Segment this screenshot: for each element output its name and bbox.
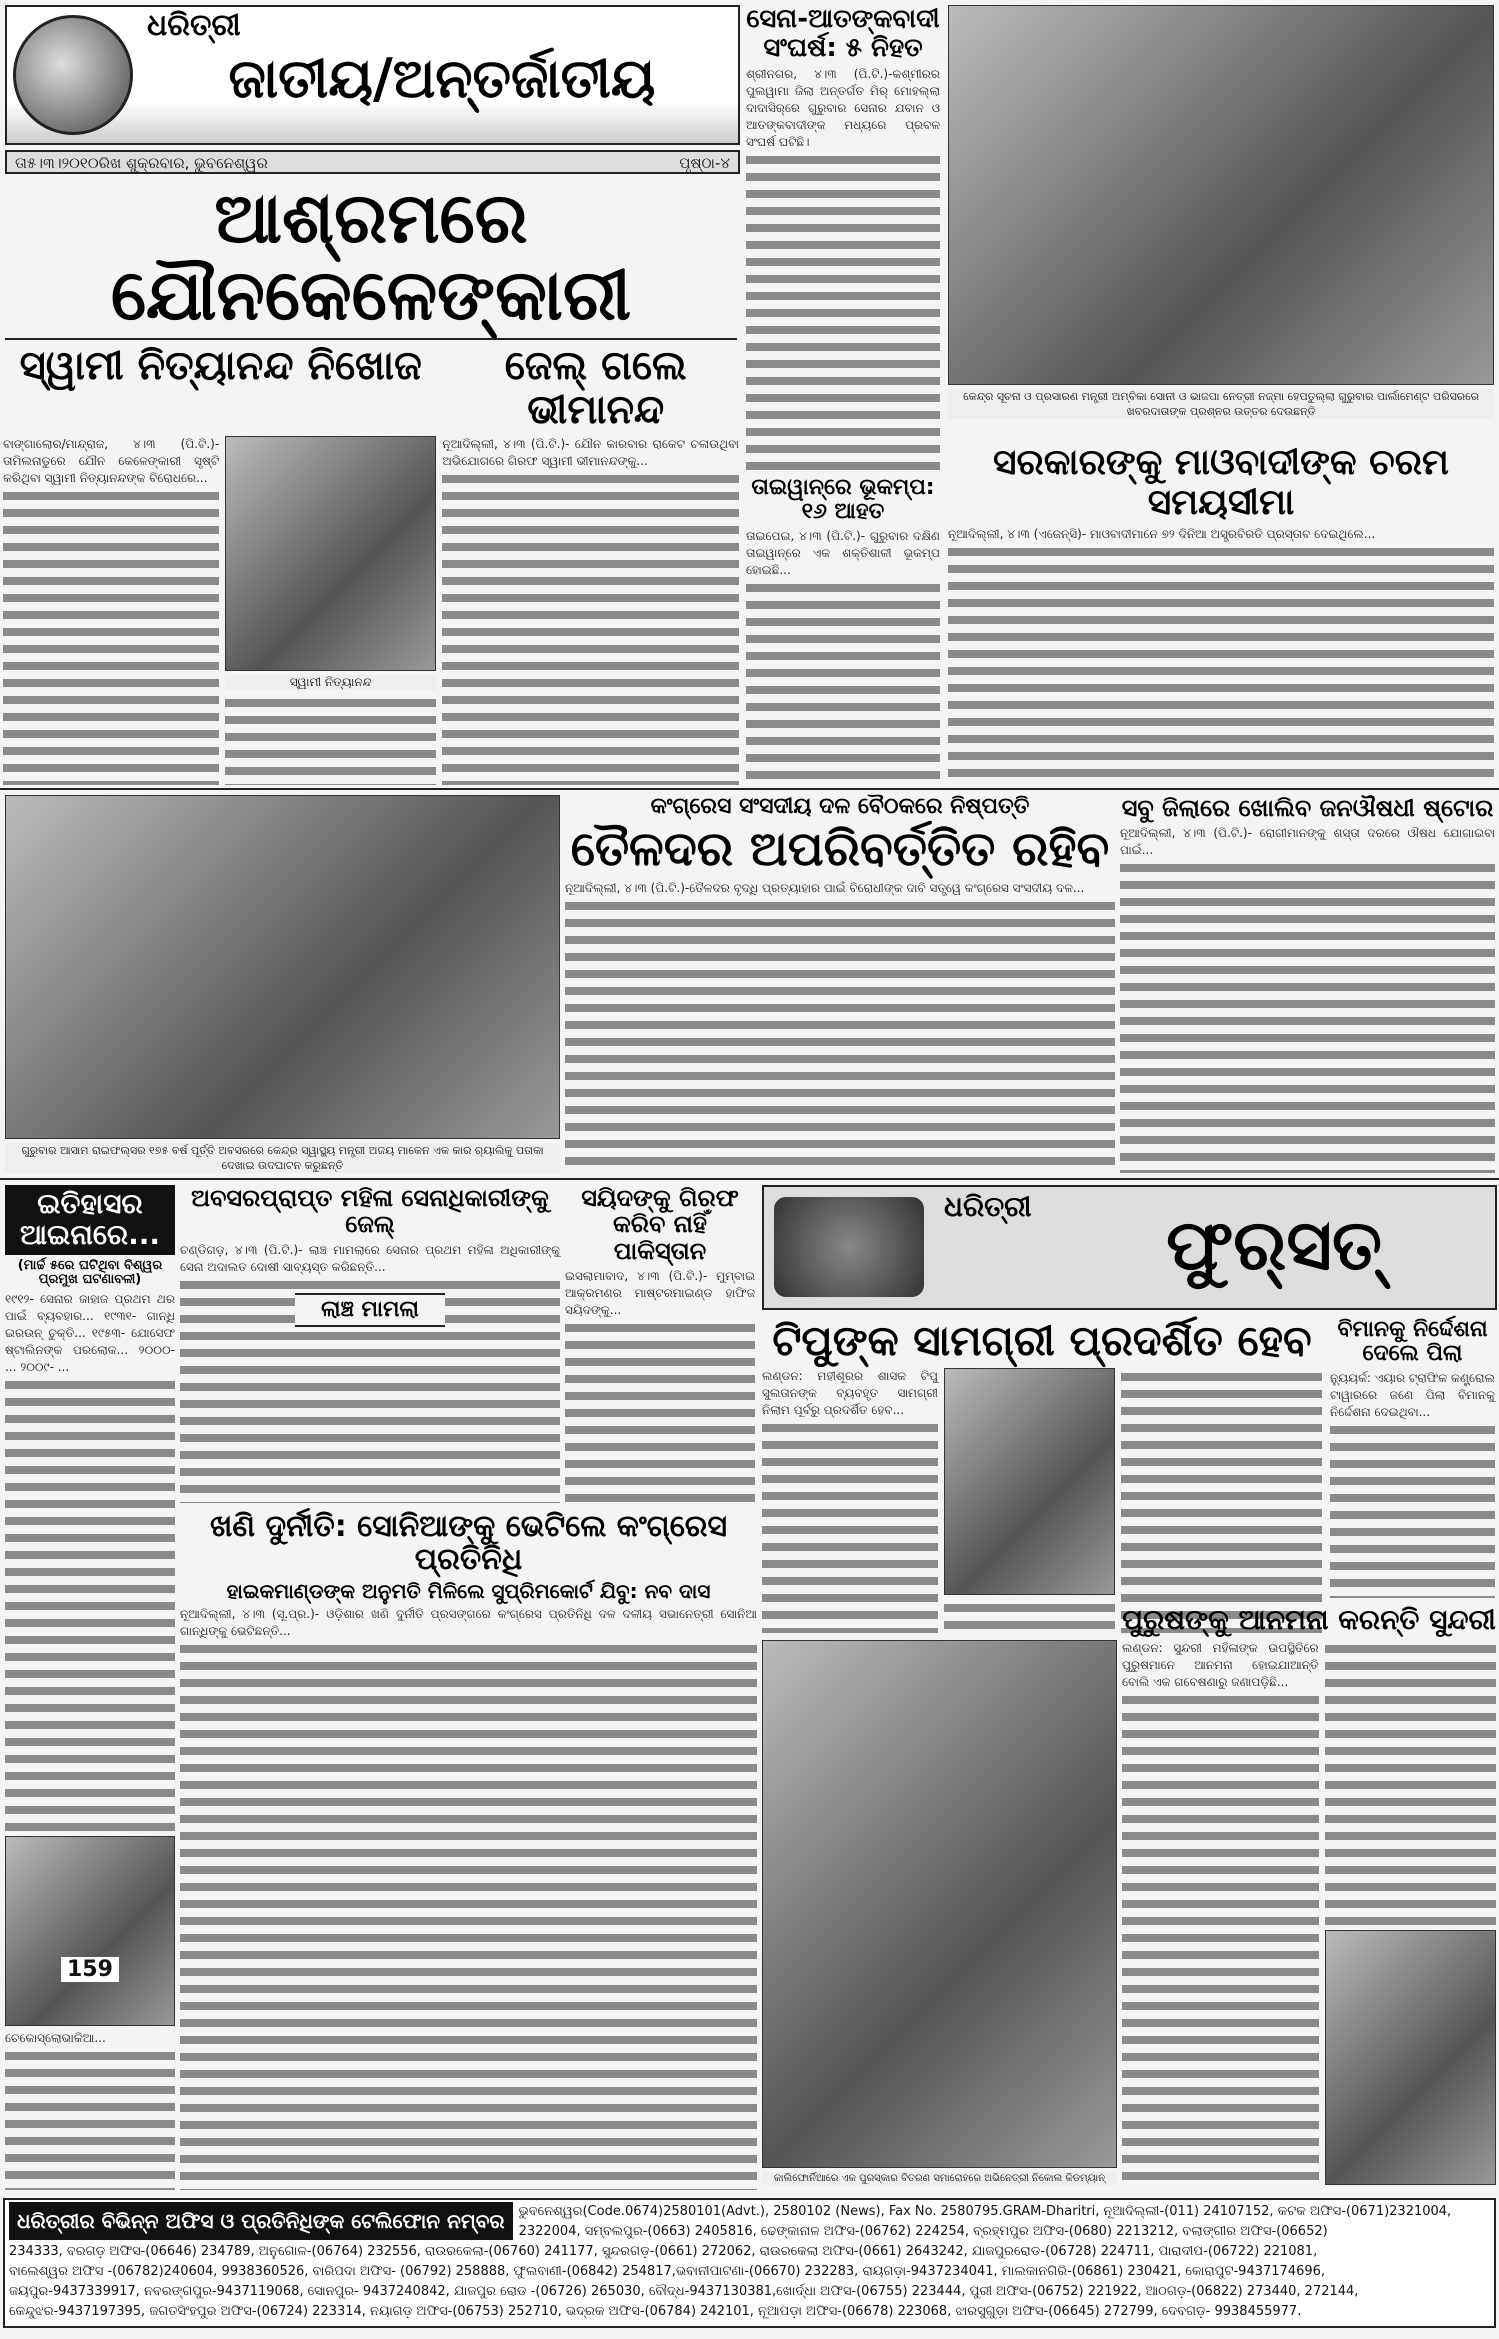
parliament-photo <box>948 5 1494 385</box>
lead-body-left: ବାଙ୍ଗାଲୋର/ମାନ୍ଦ୍ରାଜ, ୪।୩ (ପି.ଟି.)- ତାମିଲନାଡୁରେ ଯୌନ କେଳେଙ୍କାରୀ ସୃଷ୍ଟି କରିଥିବା ସ୍ୱାମୀ ନିତ୍ୟାନନ୍ଦଙ୍କ ବିରୋଧରେ... <box>3 436 219 785</box>
army-woman-story <box>180 1185 560 1503</box>
footer-title: ଧରିତ୍ରୀର ବିଭିନ୍ନ ଅଫିସ ଓ ପ୍ରତିନିଧିଙ୍କ ଟେଲିଫୋନ ନମ୍ବର <box>9 2202 513 2240</box>
maoist-body: ନୂଆଦିଲ୍ଲୀ, ୪।୩ (ଏଜେନ୍ସି)- ମାଓବାଦୀମାନେ ୭୨ ଦିନିଆ ଅସ୍ତ୍ରବିରତି ପ୍ରସ୍ତାବ ଦେଇଥିଲେ... <box>948 526 1494 785</box>
beauty-body-right <box>1325 1640 1496 1926</box>
oil-kicker: କଂଗ୍ରେସ ସଂସଦୀୟ ଦଳ ବୈଠକରେ ନିଷ୍ପତ୍ତି <box>650 794 1030 819</box>
mining-body: ନୂଆଦିଲ୍ଲୀ, ୪।୩ (ସୂ.ପ୍ର.)- ଓଡ଼ିଶାର ଖଣି ଦୁର୍ନୀତି ପ୍ରସଙ୍ଗରେ କଂଗ୍ରେସ ପ୍ରତିନିଧି ଦଳ ଦଳୀୟ ସଭାନେତ୍ରୀ ସୋନିଆ ଗାନ୍ଧିଙ୍କୁ ଭେଟିଛନ୍ତି... <box>180 1606 757 2190</box>
beauty-headline: ପୁରୁଷଙ୍କୁ ଆନମନା କରନ୍ତି ସୁନ୍ଦରୀ <box>1122 1603 1496 1636</box>
army-headline: ସେନା-ଆତଙ୍କବାଦୀ ସଂଘର୍ଷ: ୫ ନିହତ <box>746 4 940 63</box>
army-body: ଶ୍ରୀନଗର, ୪।୩ (ପି.ଟି.)-କଶ୍ମୀରର ପୁଲୱାମା ଜିଲା ଅନ୍ତର୍ଗତ ମିର୍ ମୋହଲ୍ଲା ଦାଦାସିର୍‌ରେ ଗୁରୁବାର ସେନାର ଯବାନ ଓ ଆତଙ୍କବାଦୀଙ୍କ ମଧ୍ୟରେ ପ୍ରବଳ ସଂଘର୍ଷ ଘଟିଛି। <box>746 66 940 472</box>
race-bib: 159 <box>61 1957 119 1982</box>
plane-headline: ବିମାନକୁ ନିର୍ଦ୍ଦେଶନା ଦେଲେ ପିଲା <box>1337 1317 1488 1367</box>
army-woman-body: ଚଣ୍ଡିଗଡ଼, ୪।୩ (ପି.ଟି.)- ଲାଞ୍ଚ ମାମଲାରେ ସେନାର ପ୍ରଥମ ମହିଳା ଅଧିକାରୀଙ୍କୁ ସେନା ଅଦାଲତ ଦୋଷୀ ସାବ୍ୟସ୍ତ କରିଛନ୍ତି... ଲାଞ୍ଚ ମାମଲା <box>180 1242 560 1503</box>
history-column <box>5 1185 175 2190</box>
lead-body-continued <box>225 694 436 785</box>
tipu-body-mid <box>944 1599 1115 1633</box>
rally-photo-column <box>5 795 560 1173</box>
pharmacy-story <box>1120 795 1495 1173</box>
masthead <box>5 5 740 145</box>
globe-logo-icon <box>13 15 133 135</box>
army-taiwan-column <box>746 5 940 785</box>
mining-headline: ଖଣି ଦୁର୍ନୀତି: ସୋନିଆଙ୍କୁ ଭେଟିଲେ କଂଗ୍ରେସ ପ୍ରତିନିଧି <box>209 1509 728 1577</box>
history-body: ୧୯୧୨- ସେନାର ଜାହାଜ ପ୍ରଥମ ଥର ପାଇଁ ବ୍ୟବହାର... ୧୯୩୧- ଗାନ୍ଧି ଇରଉନ୍ ଚୁକ୍ତି... ୧୯୫୩- ଯୋସେଫ ଷ୍ଟାଲିନଙ୍କ ପରଲୋକ... ୨୦୦୦- ... ୨୦୦୯- ... <box>5 1291 175 1832</box>
footer-line-1: ଭୁବନେଶ୍ୱର(Code.0674)2580101(Advt.), 2580102 (News), Fax No. 2580795.GRAM-Dharitri, ନୂଆଦିଲ୍ଲୀ-(011) 24107152, କଟକ ଅଫିସ-(0671)2321004, 2322004, ସମ୍ବଲପୁର-(0663) 2405816, ଢେଙ୍କାନାଳ ଅଫିସ-(06762) 224254, ବ୍ରହ୍ମପୁର ଅଫିସ-(0680) 2213212, ବଲାଙ୍ଗୀର ଅଫିସ-(06652) <box>518 2204 1452 2239</box>
taiwan-body: ତାଇପେଇ, ୪।୩ (ପି.ଟି.)- ଗୁରୁବାର ଦକ୍ଷିଣ ତାଇୱାନ୍‌ରେ ଏକ ଶକ୍ତିଶାଳୀ ଭୂକମ୍ପ ହୋଇଛି... <box>746 528 940 785</box>
fursat-banner <box>762 1185 1497 1310</box>
mining-subhead: ହାଇକମାଣ୍ଡଙ୍କ ଅନୁମତି ମିଳିଲେ ସୁପ୍ରିମକୋର୍ଟ ଯିବୁ: ନବ ଦାସ <box>226 1579 711 1603</box>
section-title: ଜାତୀୟ/ଅନ୍ତର୍ଜାତୀୟ <box>228 47 656 110</box>
tipu-headline: ଟିପୁଙ୍କ ସାମଗ୍ରୀ ପ୍ରଦର୍ଶିତ ହେବ <box>772 1316 1312 1365</box>
maoist-headline: ସରକାରଙ୍କୁ ମାଓବାଦୀଙ୍କ ଚରମ ସମୟସୀମା <box>993 442 1449 523</box>
maoist-column <box>948 5 1494 785</box>
mining-story <box>180 1510 757 2190</box>
rally-photo-caption: ଗୁରୁବାର ଆସାମ ରାଇଫଲ୍‌ସର ୧୭୫ ବର୍ଷ ପୂର୍ତ୍ତି ଅବସରରେ କେନ୍ଦ୍ର ସ୍ୱାସ୍ଥ୍ୟ ମନ୍ତ୍ରୀ ଅଜୟ ମାକେନ ଏକ କାର ର‍୍ୟାଲିକୁ ପତାକା ଦେଖାଇ ଉଦଘାଟନ କରୁଛନ୍ତି <box>5 1143 560 1173</box>
footer-line-5: କେନ୍ଦୁଝର-9437197395, ଜଗତସିଂହପୁର ଅଫିସ-(06724) 223314, ନୟାଗଡ଼ ଅଫିସ-(06753) 252710, ଭଦ୍ରକ ଅଫିସ-(06784) 242101, ନୂଆପଡ଼ା ଅଫିସ-(06678) 223068, ଝାରସୁଗୁଡ଼ା ଅଫିସ-(06645) 272799, ଦେବଗଡ଼- 9938455977. <box>9 2304 1302 2319</box>
nicole-kidman-photo <box>762 1640 1117 2168</box>
bribery-inset: ଲାଞ୍ଚ ମାମଲା <box>295 1293 445 1327</box>
oil-story <box>565 795 1115 1173</box>
tipu-body-right <box>1121 1368 1322 1633</box>
reading-cat-illustration-icon <box>774 1197 924 1297</box>
pharmacy-body: ନୂଆଦିଲ୍ଲୀ, ୪।୩ (ପି.ଟି.)- ରୋଗୀମାନଙ୍କୁ ଶସ୍ତା ଦରରେ ଔଷଧ ଯୋଗାଇବା ପାଇଁ... <box>1120 825 1495 1173</box>
saeed-body: ଇସଲାମାବାଦ, ୪।୩ (ପି.ଟି.)- ମୁମ୍ବାଇ ଆକ୍ରମଣର ମାଷ୍ଟରମାଇଣ୍ଡ ହାଫିଜ ସୟିଦଙ୍କୁ... <box>565 1268 755 1503</box>
lead-subhead-right: ଜେଲ୍ ଗଲେ ଭୀମାନନ୍ଦ <box>504 343 687 433</box>
army-woman-headline: ଅବସରପ୍ରାପ୍ତ ମହିଳା ସେନାଧିକାରୀଙ୍କୁ ଜେଲ୍ <box>191 1184 549 1239</box>
swami-photo-caption: ସ୍ୱାମୀ ନିତ୍ୟାନନ୍ଦ <box>225 675 436 690</box>
athlete-photo <box>5 1836 175 2026</box>
date-bar <box>5 150 740 174</box>
swami-photo <box>225 436 436 671</box>
nicole-photo-caption: କାଲିଫୋର୍ନିଆରେ ଏକ ପୁରସ୍କାର ବିତରଣ ସମାରୋହରେ ଅଭିନେତ୍ରୀ ନିକୋଲ କିଡମ୍ୟାନ୍ <box>762 2172 1117 2185</box>
beauty-body: ଲଣ୍ଡନ: ସୁନ୍ଦରୀ ମହିଳାଙ୍କ ଉପସ୍ଥିତିରେ ପୁରୁଷମାନେ ଆନମନା ହୋଇଯାଆନ୍ତି ବୋଲି ଏକ ଗବେଷଣାରୁ ଜଣାପଡ଼ିଛି... <box>1122 1640 1319 2185</box>
lead-body-right: ନୂଆଦିଲ୍ଲୀ, ୪।୩ (ପି.ଟି.)- ଯୌନ କାରବାର ରାକେଟ ଚଳାଉଥିବା ଅଭିଯୋଗରେ ଗିରଫ ସ୍ୱାମୀ ଭୀମାନନ୍ଦଙ୍କୁ... <box>442 436 739 785</box>
plane-story <box>1330 1318 1495 1598</box>
taiwan-headline: ତାଇୱାନ୍‌ରେ ଭୂକମ୍ପ: ୧୬ ଆହତ <box>751 474 935 525</box>
lead-story <box>0 177 742 785</box>
tipu-body-left: ଲଣ୍ଡନ: ମହୀଶୂରର ଶାସକ ଟିପୁ ସୁଲତାନଙ୍କ ବ୍ୟବହୃତ ସାମଗ୍ରୀ ନିଲାମ ପୂର୍ବରୁ ପ୍ରଦର୍ଶିତ ହେବ... <box>762 1368 938 1633</box>
nicole-photo-column <box>762 1640 1117 2185</box>
saeed-story <box>565 1185 755 1503</box>
tipu-story <box>762 1318 1322 1633</box>
parliament-photo-caption: କେନ୍ଦ୍ର ସୂଚନା ଓ ପ୍ରସାରଣ ମନ୍ତ୍ରୀ ଅମ୍ବିକା ସୋନୀ ଓ ଭାଜପା ନେତ୍ରୀ ନଜ୍‌ମା ହେପତୁଲ୍ଲା ଗୁରୁବାର ପାର୍ଲାମେଣ୍ଟ ପରିସରରେ ଖବରଦାତାଙ୍କ ପ୍ରଶ୍ନର ଉତ୍ତର ଦେଉଛନ୍ତି <box>948 389 1494 419</box>
footer-line-3: ବାଲେଶ୍ୱର ଅଫିସ -(06782)240604, 9938360526, ବାରିପଦା ଅଫିସ- (06792) 258888, ଫୁଲବାଣୀ-(06842) 254817,ଭବାନୀପାଟଣା-(06670) 232283, ରାୟଗଡ଼ା-9437234041, ମାଲକାନଗିରି-(06861) 230421, କୋରାପୁଟ-9437174696, <box>9 2264 1326 2279</box>
fursat-title: ଫୁର୍‌ସତ୍ <box>1166 1204 1382 1286</box>
saeed-headline: ସୟିଦଙ୍କୁ ଗିରଫ କରିବ ନାହିଁ ପାକିସ୍ତାନ <box>581 1184 739 1265</box>
rally-photo <box>5 795 560 1139</box>
history-subtitle: (ମାର୍ଚ୍ଚ ୫ରେ ଘଟିଥିବା ବିଶ୍ୱର ପ୍ରମୁଖ ଘଟଣାବଳୀ) <box>17 1257 163 1287</box>
contact-footer <box>3 2198 1496 2328</box>
fursat-logo: ଧରିତ୍ରୀ <box>944 1190 1032 1223</box>
lead-headline: ଆଶ୍ରମରେ ଯୌନକେଳେଙ୍କାରୀ <box>110 177 632 336</box>
oil-body: ନୂଆଦିଲ୍ଲୀ, ୪।୩ (ପି.ଟି.)-ତୈଳଦର ବୃଦ୍ଧି ପ୍ରତ୍ୟାହାର ପାଇଁ ବିରୋଧୀଙ୍କ ଦାବି ସତ୍ତ୍ୱେ କଂଗ୍ରେସ ସଂସଦୀୟ ଦଳ... <box>565 880 1115 1173</box>
beauty-story <box>1122 1605 1496 2185</box>
pharmacy-headline: ସବୁ ଜିଲାରେ ଖୋଲିବ ଜନଔଷଧୀ ଷ୍ଟୋର <box>1121 794 1494 822</box>
tipu-portrait <box>944 1368 1115 1595</box>
athlete-caption: ଚେକୋସ୍ଲୋଭାକିଆ... <box>5 2030 175 2190</box>
date-line: ତା୫।୩।୨୦୧୦ରିଖ ଶୁକ୍ରବାର, ଭୁବନେଶ୍ୱର <box>15 154 268 172</box>
page-number: ପୃଷ୍ଠା-୪ <box>679 154 730 172</box>
newspaper-logo: ଧରିତ୍ରୀ <box>147 8 241 43</box>
footer-line-4: ଜୟପୁର-9437339917, ନବରଙ୍ଗପୁର-9437119068, ସୋନପୁର- 9437240842, ଯାଜପୁର ରୋଡ -(06726) 265030, ବୌଦ୍ଧ-9437130381,ଖୋର୍ଦ୍ଧା ଅଫିସ-(06755) 223444, ପୁରୀ ଅଫିସ-(06752) 221922, ଆଠଗଡ଼-(06822) 273440, 272144, <box>9 2284 1359 2299</box>
plane-body: ନ୍ୟୁୟର୍କ: ଏୟାର ଟ୍ରାଫିକ କଣ୍ଟ୍ରୋଲ ଟାୱାରରେ ଜଣେ ପିଲା ବିମାନକୁ ନିର୍ଦ୍ଦେଶନା ଦେଇଥିବା... <box>1330 1370 1495 1598</box>
oil-headline: ତୈଳଦର ଅପରିବର୍ତ୍ତିତ ରହିବ <box>570 821 1110 878</box>
history-title: ଇତିହାସର ଆଇନାରେ... <box>5 1185 175 1255</box>
footer-line-2: 234333, ବରଗଡ଼ ଅଫିସ-(06646) 234789, ଅନୁଗୋଳ-(06764) 232556, ରାଉରକେଲା-(06760) 241177, ସୁନ୍ଦରଗଡ଼-(0661) 272062, ରାଉରକେଲା ଅଫିସ-(0661) 2643242, ଯାଜପୁରରୋଡ-(06728) 224711, ପାରାଦୀପ-(06722) 221081, <box>9 2244 1318 2259</box>
skater-photo <box>1325 1930 1496 2185</box>
lead-subhead-left: ସ୍ୱାମୀ ନିତ୍ୟାନନ୍ଦ ନିଖୋଜ <box>19 343 422 389</box>
